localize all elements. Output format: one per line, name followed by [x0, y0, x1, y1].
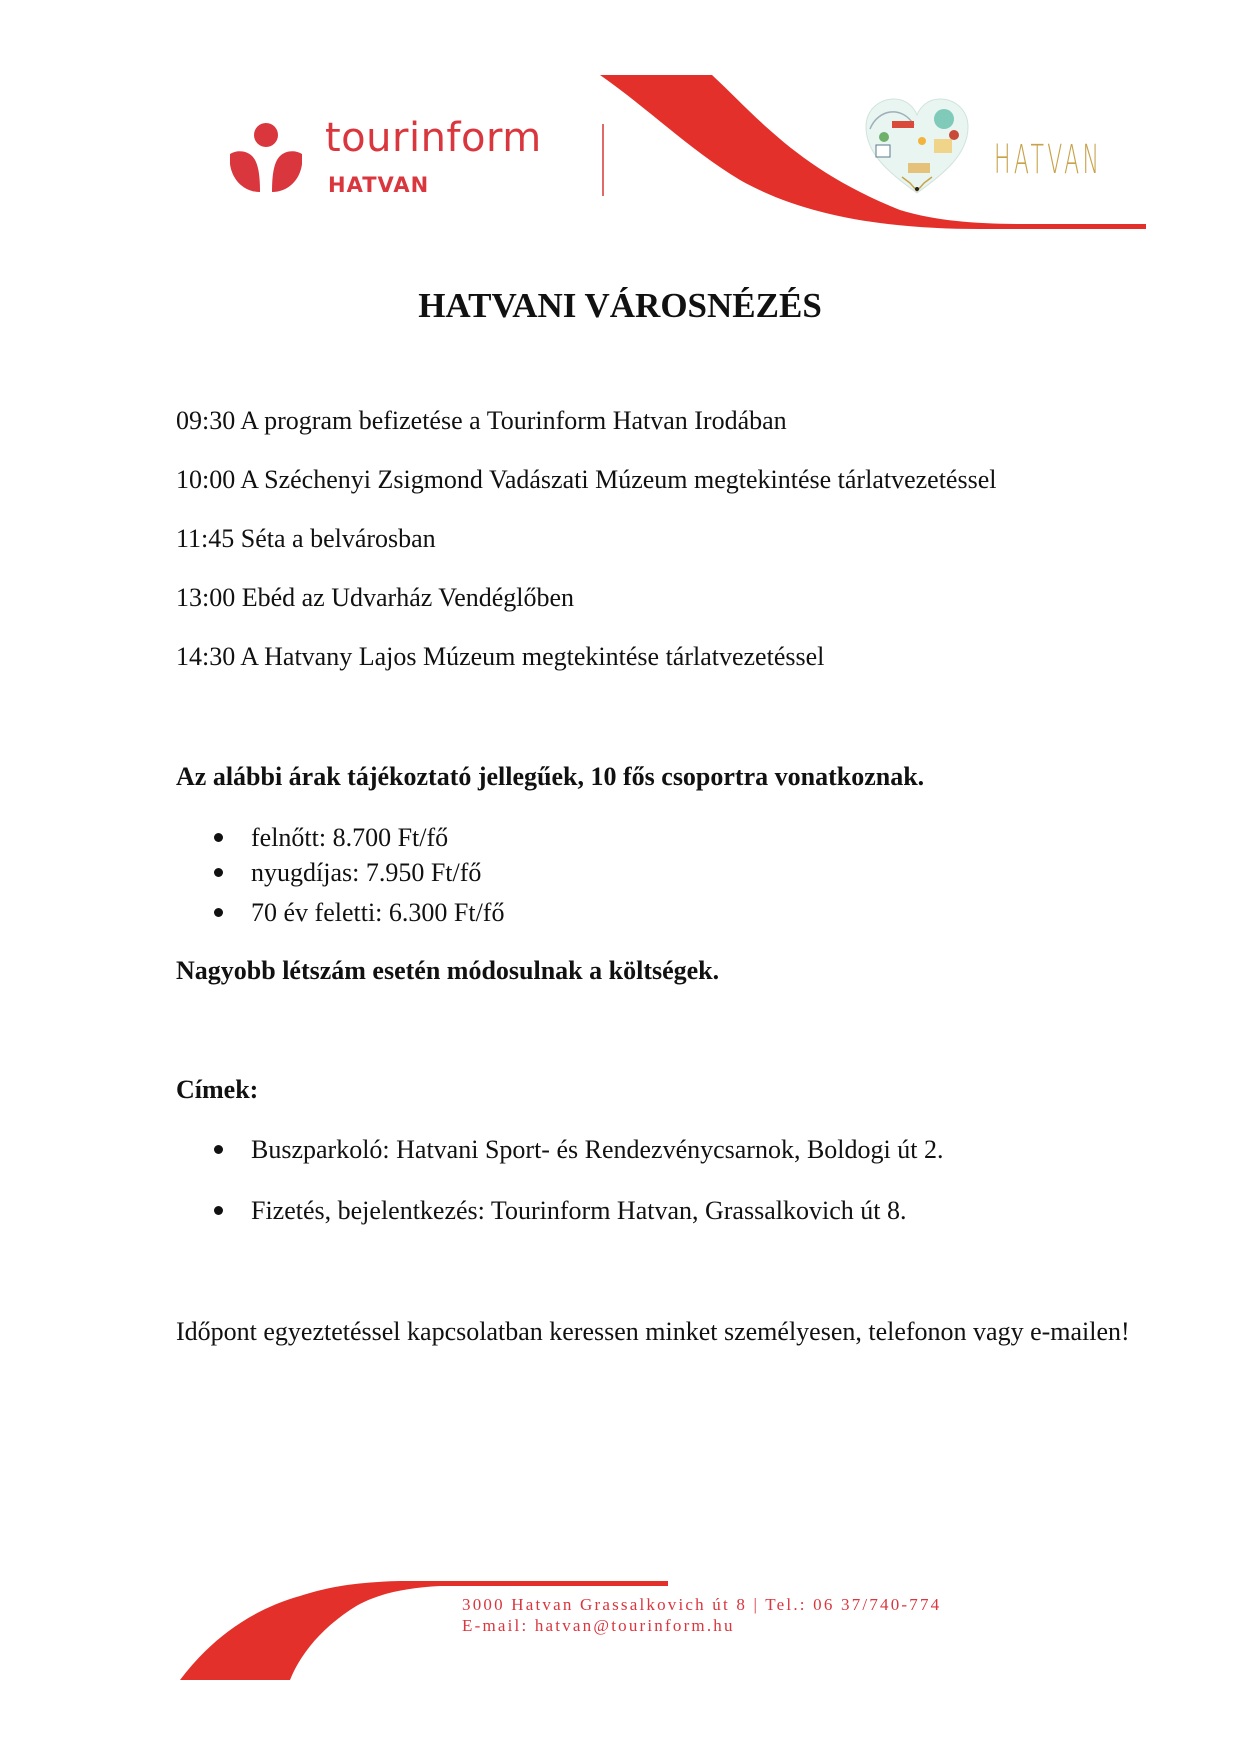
price-item	[214, 823, 448, 853]
price-item-text: felnőtt: 8.700 Ft/fő	[251, 823, 449, 852]
document-title: HATVANI VÁROSNÉZÉS	[418, 286, 822, 325]
contact-paragraph: Időpont egyeztetéssel kapcsolatban keressen minket személyesen, telefonon vagy e-mailen!	[176, 1317, 1130, 1346]
price-item-text: 70 év feletti: 6.300 Ft/fő	[251, 898, 505, 927]
logo-subtitle: HATVAN	[328, 173, 430, 197]
price-item	[214, 858, 481, 888]
tourinform-logo-icon	[230, 122, 302, 194]
hatvan-heart-illustration-icon	[862, 95, 972, 195]
schedule-item: 11:45 Séta a belvárosban	[176, 524, 436, 553]
bullet-icon	[214, 1206, 223, 1215]
prices-note: Nagyobb létszám esetén módosulnak a költségek.	[176, 956, 720, 985]
addresses-heading: Címek:	[176, 1075, 259, 1104]
address-item-text: Fizetés, bejelentkezés: Tourinform Hatvan, Grassalkovich út 8.	[251, 1196, 907, 1225]
header-red-wave	[0, 0, 1240, 240]
bullet-icon	[214, 868, 223, 877]
bullet-icon	[214, 833, 223, 842]
hatvan-city-brand: HATVAN	[994, 137, 1103, 183]
bullet-icon	[214, 1145, 223, 1154]
prices-heading: Az alábbi árak tájékoztató jellegűek, 10 fős csoportra vonatkoznak.	[176, 762, 925, 791]
address-item	[214, 1196, 906, 1226]
bullet-icon	[214, 908, 223, 917]
address-item	[214, 1135, 943, 1165]
address-item-text: Buszparkoló: Hatvani Sport- és Rendezvénycsarnok, Boldogi út 2.	[251, 1135, 944, 1164]
footer-address: 3000 Hatvan Grassalkovich út 8 | Tel.: 06 37/740-774	[462, 1595, 942, 1614]
logo-divider	[602, 124, 604, 196]
schedule-item: 13:00 Ebéd az Udvarház Vendéglőben	[176, 583, 575, 612]
schedule-item: 09:30 A program befizetése a Tourinform Hatvan Irodában	[176, 406, 787, 435]
schedule-item: 10:00 A Széchenyi Zsigmond Vadászati Múzeum megtekintése tárlatvezetéssel	[176, 465, 997, 494]
schedule-item: 14:30 A Hatvany Lajos Múzeum megtekintése tárlatvezetéssel	[176, 642, 825, 671]
logo-wordmark: tourinform	[325, 115, 542, 161]
price-item-text: nyugdíjas: 7.950 Ft/fő	[251, 858, 482, 887]
price-item	[214, 898, 504, 928]
footer-email[interactable]: E-mail: hatvan@tourinform.hu	[462, 1616, 735, 1635]
